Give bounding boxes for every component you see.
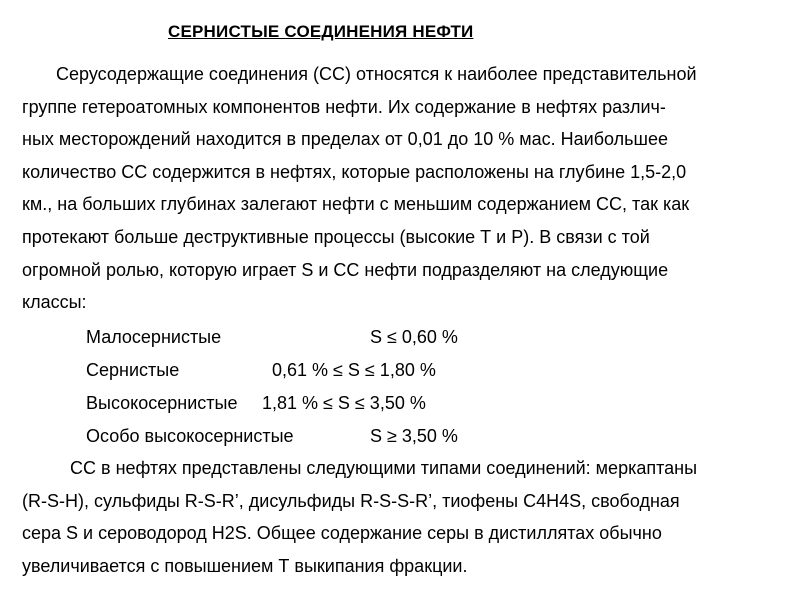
class-condition: S ≤ 0,60 % [370, 327, 458, 347]
class-name: Сернистые [86, 360, 180, 380]
paragraph-intro [22, 58, 782, 319]
class-name: Высокосернистые [86, 393, 238, 413]
class-condition: 1,81 % ≤ S ≤ 3,50 % [262, 393, 426, 413]
class-condition: 0,61 % ≤ S ≤ 1,80 % [272, 360, 436, 380]
paragraph-line: увеличивается с повышением Т выкипания фракции. [22, 555, 468, 576]
paragraph-line: классы: [22, 292, 87, 313]
paragraph-line: огромной ролью, которую играет S и СС нефти подразделяют на следующие [22, 259, 669, 280]
paragraph-line: СС в нефтях представлены следующими типами соединений: меркаптаны [70, 458, 698, 478]
class-name: Малосернистые [86, 327, 222, 347]
paragraph-compounds [22, 452, 782, 582]
class-condition: S ≥ 3,50 % [370, 426, 458, 446]
paragraph-line: (R-S-H), сульфиды R-S-R’, дисульфиды R-S-S-R’, тиофены C4H4S, свободная [22, 490, 680, 511]
slide-title: СЕРНИСТЫЕ СОЕДИНЕНИЯ НЕФТИ [168, 22, 474, 41]
paragraph-line: Серусодержащие соединения (СС) относятся к наиболее представительной [56, 64, 697, 84]
class-name: Особо высокосернистые [86, 426, 294, 446]
paragraph-line: км., на больших глубинах залегают нефти с меньшим содержанием СС, так как [22, 194, 690, 215]
paragraph-line: протекают больше деструктивные процессы (высокие Т и Р). В связи с той [22, 226, 650, 247]
paragraph-line: сера S и сероводород H2S. Общее содержание серы в дистиллятах обычно [22, 523, 662, 544]
paragraph-line: количество СС содержится в нефтях, которые расположены на глубине 1,5-2,0 [22, 161, 687, 182]
paragraph-line: ных месторождений находится в пределах от 0,01 до 10 % мас. Наибольшее [22, 129, 668, 150]
paragraph-line: группе гетероатомных компонентов нефти. Их содержание в нефтях различ- [22, 96, 666, 117]
